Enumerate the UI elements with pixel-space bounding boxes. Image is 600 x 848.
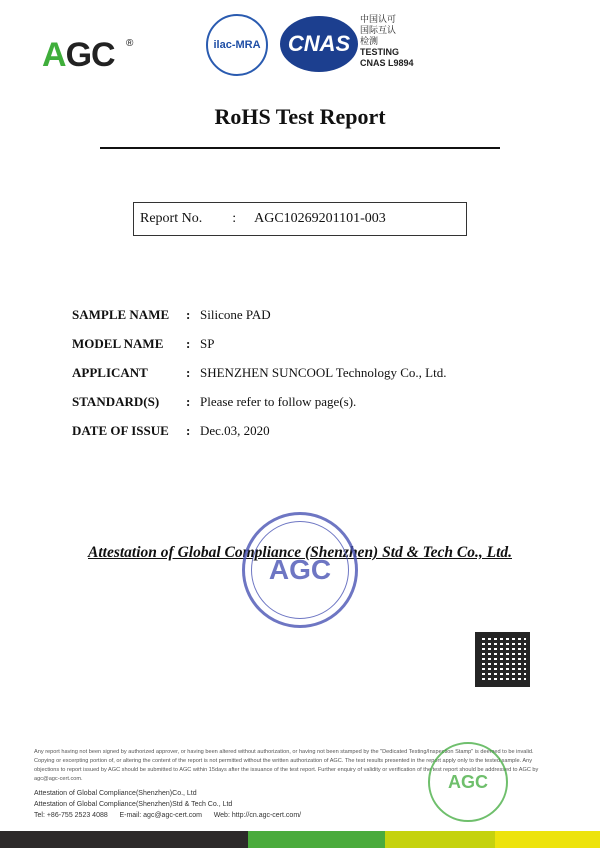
footer-line-2: Attestation of Global Compliance(Shenzhen)Std & Tech Co., Ltd — [34, 801, 233, 808]
footer-tel: Tel: +86-755 2523 4088 — [34, 812, 108, 819]
footer-contact — [34, 812, 301, 819]
cnas-accreditation-text — [360, 14, 414, 69]
field-row — [72, 336, 214, 352]
registered-mark: ® — [126, 38, 134, 49]
field-label: SAMPLE NAME — [72, 307, 170, 322]
disclaimer: Any report having not been signed by authorized approver, or having been altered without authorization, or having not been stamped by the "Dedicated Testing/Inspection Stamp" is deemed to be invalid. Copying or excerpting portion of, or altering the content of the report is not permitted without the written authorization of AGC. The test results presented in the report apply only to the tested sample. Any objections to report issued by AGC should be submitted to AGC within 15days after the issuance of the test report. Further enquiry of validity or verification of the test report should be addressed to AGC by agc@agc-cert.com. — [34, 749, 539, 782]
field-value: Please refer to follow page(s). — [200, 394, 357, 409]
footer-bar-lime — [385, 831, 495, 848]
colon: : — [186, 307, 191, 322]
field-row — [72, 423, 270, 439]
divider — [100, 147, 500, 149]
page-title: RoHS Test Report — [214, 104, 386, 129]
colon: : — [186, 423, 191, 438]
field-row — [72, 365, 446, 381]
colon: : — [186, 394, 191, 409]
footer-email[interactable]: E-mail: agc@agc-cert.com — [119, 812, 203, 819]
footer-line-1: Attestation of Global Compliance(Shenzhen)Co., Ltd — [34, 790, 197, 797]
field-label: APPLICANT — [72, 365, 148, 380]
report-number-value: AGC10269201101-003 — [254, 211, 386, 226]
field-value: SHENZHEN SUNCOOL Technology Co., Ltd. — [200, 365, 447, 380]
colon: : — [186, 365, 191, 380]
testing-stamp: AGC — [428, 742, 508, 822]
footer-bar-yellow — [495, 831, 600, 848]
field-label: MODEL NAME — [72, 336, 164, 351]
cnas-logo: CNAS — [280, 16, 358, 72]
report-number-label: Report No. — [140, 211, 203, 226]
field-value: Dec.03, 2020 — [200, 423, 270, 438]
cnas-number: CNAS L9894 — [360, 58, 414, 68]
cnas-cn-1: 中国认可 — [360, 14, 397, 24]
footer-bar-dark — [0, 831, 248, 848]
cnas-testing: TESTING — [360, 47, 400, 57]
field-value: SP — [200, 336, 215, 351]
cnas-cn-2: 国际互认 — [360, 25, 397, 35]
field-label: DATE OF ISSUE — [72, 423, 169, 438]
field-value: Silicone PAD — [200, 307, 271, 322]
agc-logo: AGC — [42, 36, 115, 74]
colon: : — [186, 336, 191, 351]
colon: : — [232, 211, 237, 226]
company-name: Attestation of Global Compliance (Shenzhen) Std & Tech Co., Ltd. — [88, 544, 512, 561]
field-row — [72, 394, 356, 410]
footer-bar-green — [248, 831, 385, 848]
field-label: STANDARD(S) — [72, 394, 160, 409]
company-stamp: AGC — [242, 512, 358, 628]
ilac-mra-logo: ilac-MRA — [206, 14, 268, 76]
cnas-cn-3: 检测 — [360, 36, 379, 46]
qr-code — [475, 632, 530, 687]
report-number-box — [133, 202, 467, 236]
footer-web[interactable]: Web: http://cn.agc-cert.com/ — [213, 812, 302, 819]
field-row — [72, 307, 271, 323]
